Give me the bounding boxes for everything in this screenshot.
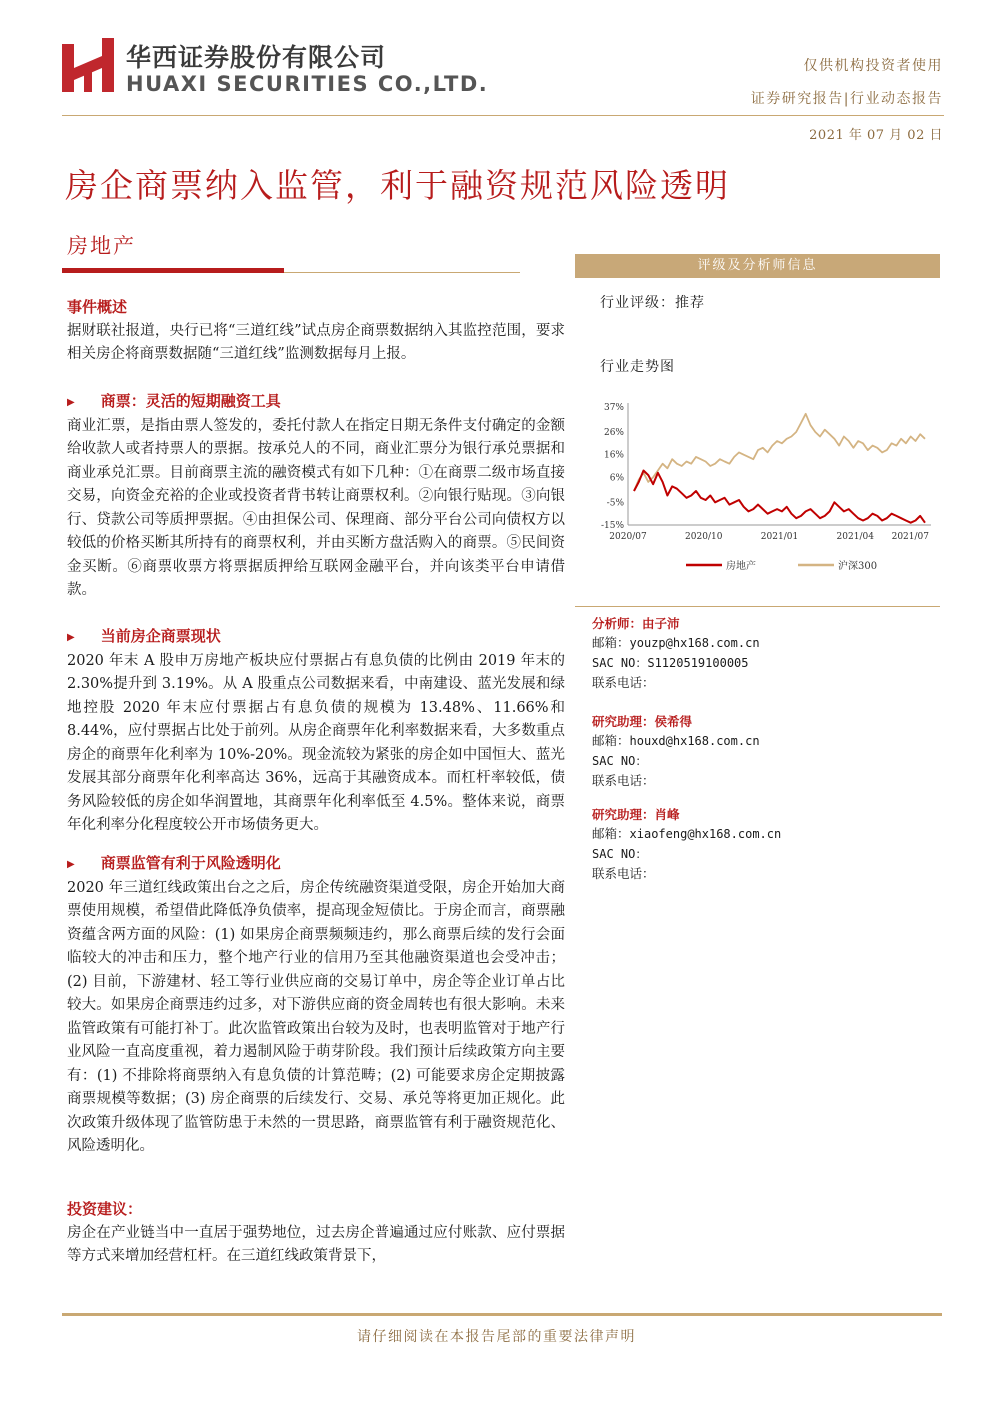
huaxi-logo-icon	[62, 38, 114, 92]
analyst-email[interactable]: houxd@hx168.com.cn	[629, 734, 760, 748]
chart-x-tick-label: 2020/07	[609, 532, 647, 542]
analyst-email-row: 邮箱：xiaofeng@hx168.com.cn	[592, 826, 782, 841]
analyst-name: 研究助理：侯希得	[592, 714, 693, 729]
industry-label: 房地产	[67, 234, 136, 258]
section-text: 2020 年三道红线政策出台之之后，房企传统融资渠道受限，房企开始加大商票使用规模，希望借此降低净负债率，提高现金短债比。于房企而言，商票融资蕴含两方面的风险：(1) 如果房企商票频频违约，那么商票后续的发行会面临较大的冲击和压力，整个地产行业的信用乃至其他融资渠道也会受冲击；(2) 目前，下游建材、轻工等行业供应商的交易订单中，房企等企业订单占比较大。如果房企商票违约过多，对下游供应商的资金周转也有很大影响。未来监管政策有可能打补丁。此次监管政策出台较为及时，也表明监管对于地产行业风险一直高度重视，着力遏制风险于萌芽阶段。我们预计后续政策方向主要有：(1) 不排除将商票纳入有息负债的计算范畴；(2) 可能要求房企定期披露商票规模等数据；(3) 房企商票的后续发行、交易、承兑等将更加正规化。此次政策升级体现了监管防患于未然的一贯思路，商票监管有利于融资规范化、风险透明化。	[67, 879, 565, 1154]
chart-y-tick-label: 16%	[603, 450, 624, 461]
triangle-bullet-icon: ▶	[67, 632, 75, 643]
company-name-cn: 华西证券股份有限公司	[126, 43, 387, 72]
analyst-phone-row: 联系电话：	[592, 866, 655, 881]
footer-divider	[62, 1313, 942, 1316]
report-type: 证券研究报告|行业动态报告	[750, 91, 943, 107]
section-regulation	[67, 852, 565, 1159]
section-heading-row	[67, 852, 565, 877]
analyst-email[interactable]: xiaofeng@hx168.com.cn	[629, 827, 782, 841]
industry-rating: 行业评级：推荐	[600, 295, 705, 311]
section-text: 房企在产业链当中一直居于强势地位，过去房企普遍通过应付账款、应付票据等方式来增加经营杠杆。在三道红线政策背景下，	[67, 1224, 565, 1264]
analyst-email-row: 邮箱：houxd@hx168.com.cn	[592, 733, 760, 748]
section-event	[67, 296, 565, 367]
analyst-email[interactable]: youzp@hx168.com.cn	[629, 636, 760, 650]
chart-x-tick-label: 2021/01	[760, 532, 799, 542]
analyst-block	[592, 712, 760, 790]
trend-chart-title: 行业走势图	[600, 359, 675, 375]
analyst-name: 分析师：由子沛	[592, 616, 680, 631]
analyst-block	[592, 614, 760, 692]
industry-underline-thin	[284, 272, 520, 273]
chart-y-tick-label: 26%	[603, 427, 624, 438]
section-current-status	[67, 625, 565, 838]
chart-x-tick-label: 2020/10	[685, 532, 723, 542]
chart-series-line	[634, 414, 925, 491]
chart-y-tick-label: 37%	[603, 403, 624, 413]
section-commercial-paper	[67, 390, 565, 603]
chart-y-tick-label: 6%	[609, 473, 624, 484]
section-text: 2020 年末 A 股申万房地产板块应付票据占有息负债的比例由 2019 年末的 2.30%提升到 3.19%。从 A 股重点公司数据来看，中南建设、蓝光发展和绿地控股 2020 年末应付票据占有息负债的规模为 13.48%、11.66%和 8.44%，应付票据占比处于前列。从房企商票年化利率数据来看，大多数重点房企的商票年化利率为 10%-20%。现金流较为紧张的房企如中国恒大、蓝光发展其部分商票年化利率高达 36%，远高于其融资成本。而杠杆率较低，债务风险较低的房企如华润置地，其商票年化利率低至 4.5%。整体来说，商票年化利率分化程度较公开市场债务更大。	[67, 652, 565, 833]
triangle-bullet-icon: ▶	[67, 397, 75, 408]
section-heading-row	[67, 390, 565, 415]
section-heading: 事件概述	[67, 298, 128, 316]
report-title: 房企商票纳入监管，利于融资规范风险透明	[65, 166, 730, 205]
analyst-phone-row: 联系电话：	[592, 773, 655, 788]
analyst-sac-row: SAC NO：	[592, 847, 648, 861]
chart-y-tick-label: -5%	[606, 498, 624, 509]
chart-legend-label: 房地产	[726, 561, 756, 572]
analyst-phone-row: 联系电话：	[592, 675, 655, 690]
analyst-name: 研究助理：肖峰	[592, 807, 680, 822]
audience-note: 仅供机构投资者使用	[803, 58, 943, 74]
company-name-en: HUAXI SECURITIES CO.,LTD.	[126, 72, 489, 96]
report-date: 2021 年 07 月 02 日	[809, 128, 943, 143]
header-divider	[62, 115, 944, 116]
section-heading: 投资建议：	[67, 1200, 143, 1218]
section-investment	[67, 1198, 565, 1269]
section-heading: 商票监管有利于风险透明化	[100, 854, 281, 872]
section-heading-row	[67, 625, 565, 650]
chart-x-tick-label: 2021/04	[836, 532, 874, 542]
analyst-sac-row: SAC NO：S1120519100005	[592, 656, 749, 670]
section-text: 据财联社报道，央行已将“三道红线”试点房企商票数据纳入其监控范围，要求相关房企将商票数据随“三道红线”监测数据每月上报。	[67, 322, 565, 362]
section-heading: 当前房企商票现状	[100, 627, 221, 645]
chart-legend-label: 沪深300	[838, 561, 878, 572]
rating-box-title: 评级及分析师信息	[575, 254, 940, 278]
section-text: 商业汇票，是指由票人签发的，委托付款人在指定日期无条件支付确定的金额给收款人或者持票人的票据。按承兑人的不同，商业汇票分为银行承兑票据和商业承兑汇票。目前商票主流的融资模式有如下几种：①在商票二级市场直接交易，向资金充裕的企业或投资者背书转让商票权利。②向银行贴现。③向银行、贷款公司等质押票据。④由担保公司、保理商、部分平台公司向债权方以较低的价格买断其所持有的商票权利，并由买断方盘活购入的商票。⑤民间资金买断。⑥商票收票方将票据质押给互联网金融平台，并向该类平台申请借款。	[67, 417, 565, 598]
analyst-sac: S1120519100005	[647, 656, 749, 670]
triangle-bullet-icon: ▶	[67, 859, 75, 870]
analyst-email-row: 邮箱：youzp@hx168.com.cn	[592, 635, 760, 650]
industry-underline	[62, 268, 284, 273]
analyst-block	[592, 805, 781, 883]
legal-notice: 请仔细阅读在本报告尾部的重要法律声明	[357, 1329, 636, 1345]
industry-trend-chart	[576, 395, 938, 575]
analyst-sac-row: SAC NO：	[592, 754, 648, 768]
chart-y-tick-label: -15%	[600, 521, 624, 531]
chart-x-tick-label: 2021/07	[891, 532, 929, 542]
chart-series-line	[634, 471, 925, 523]
section-heading: 商票：灵活的短期融资工具	[100, 392, 281, 410]
